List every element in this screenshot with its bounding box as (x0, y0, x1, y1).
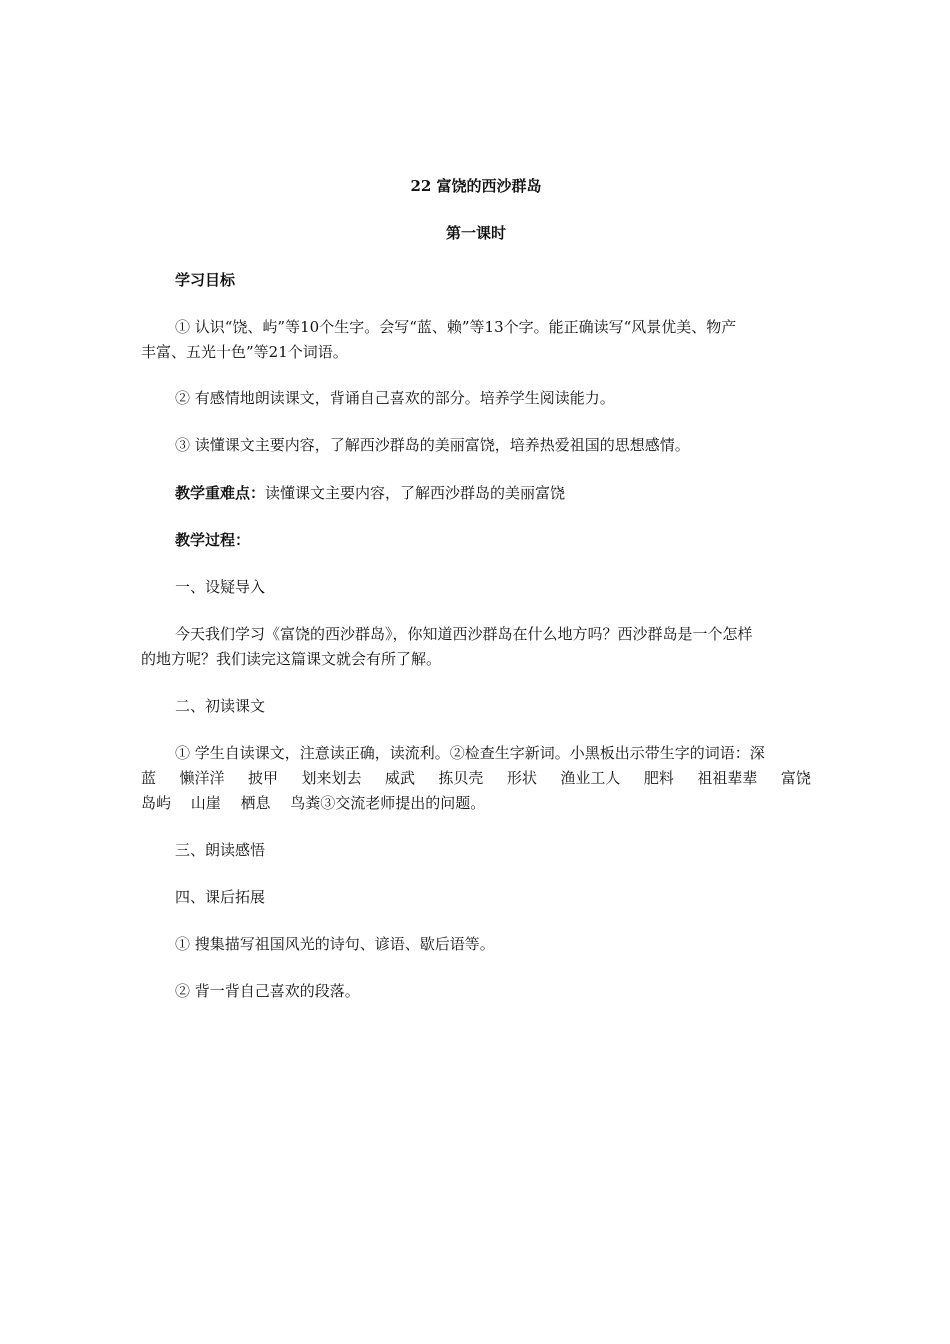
word-item: 肥料 (643, 769, 674, 787)
objective-3: ③ 读懂课文主要内容，了解西沙群岛的美丽富饶，培养热爱祖国的思想感情。 (175, 436, 690, 454)
word-item: 渔业工人 (560, 769, 621, 787)
word-item: 懒洋洋 (179, 769, 225, 787)
step-1-line-2: 的地方呢？我们读完这篇课文就会有所了解。 (141, 650, 442, 668)
word-item: 披甲 (247, 769, 278, 787)
word-item: 划来划去 (301, 769, 362, 787)
key-points-label: 教学重难点： (175, 484, 266, 502)
step-1-heading: 一、设疑导入 (175, 578, 266, 596)
step-1-line-1: 今天我们学习《富饶的西沙群岛》，你知道西沙群岛在什么地方吗？西沙群岛是一个怎样 (175, 625, 753, 643)
objective-1-line-2: 丰富、五光十色”等21个词语。 (141, 343, 348, 361)
word-item: 富饶 (780, 769, 811, 787)
document-subtitle: 第一课时 (445, 224, 506, 242)
word-item: 祖祖辈辈 (697, 769, 758, 787)
step-2-line-3: 岛屿 山崖 栖息 鸟粪③交流老师提出的问题。 (141, 794, 486, 812)
step-2-heading: 二、初读课文 (175, 697, 266, 715)
step-4-item-1: ① 搜集描写祖国风光的诗句、谚语、歇后语等。 (175, 935, 495, 953)
word-item: 形状 (506, 769, 537, 787)
word-item: 蓝 (141, 769, 157, 787)
step-3-heading: 三、朗读感悟 (175, 841, 266, 859)
word-item: 威武 (384, 769, 415, 787)
word-item: 拣贝壳 (438, 769, 484, 787)
key-points (175, 481, 811, 505)
document-title: 22 富饶的西沙群岛 (410, 177, 542, 195)
step-4-heading: 四、课后拓展 (175, 888, 266, 906)
step-2-line-1: ① 学生自读课文，注意读正确，读流利。②检查生字新词。小黑板出示带生字的词语：深 (175, 744, 765, 762)
process-heading: 教学过程： (175, 531, 251, 549)
step-2-word-list (141, 766, 811, 790)
objective-1-line-1: ① 认识“饶、屿”等10个生字。会写“蓝、赖”等13个字。能正确读写“风景优美、物产 (175, 318, 737, 336)
objectives-heading: 学习目标 (175, 271, 236, 289)
key-points-text: 读懂课文主要内容，了解西沙群岛的美丽富饶 (265, 484, 566, 502)
objective-2: ② 有感情地朗读课文，背诵自己喜欢的部分。培养学生阅读能力。 (175, 389, 615, 407)
step-4-item-2: ② 背一背自己喜欢的段落。 (175, 982, 360, 1000)
